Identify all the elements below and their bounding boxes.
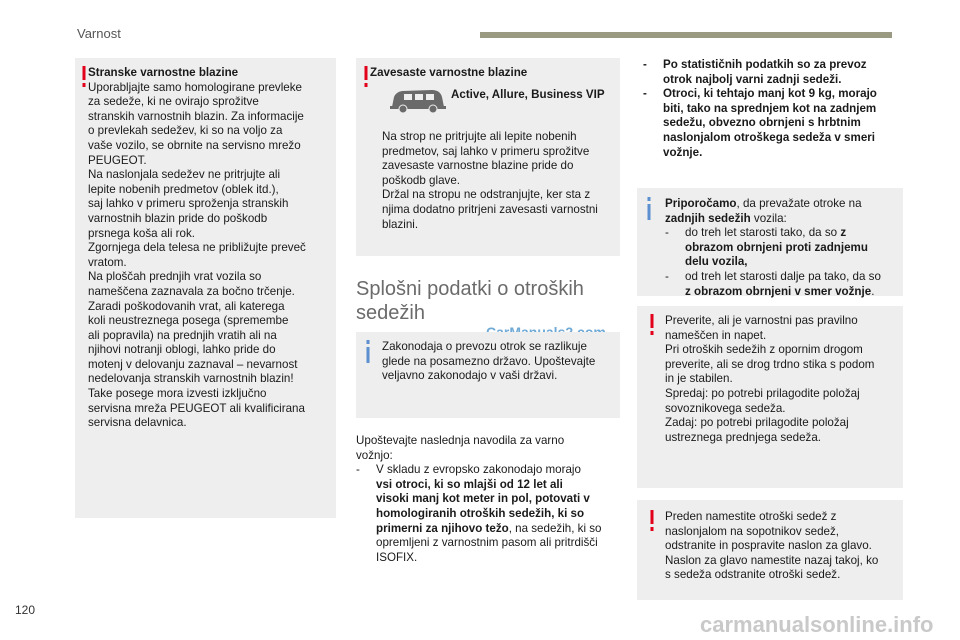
- list-item: - od treh let starosti dalje pa tako, da so z obrazom obrnjeni v smer vožnje.: [665, 269, 881, 298]
- header-bar: [480, 32, 892, 38]
- text-line: s sedeža odstranite otroški sedež.: [665, 568, 841, 582]
- text-line: PEUGEOT.: [88, 153, 147, 167]
- text-line: varnostnih blazin pride do poškodb: [88, 211, 268, 225]
- text-line: njima dodatno pritrjeni zavesasti varnostni: [382, 202, 598, 216]
- text-line: predmetov, saj lahko v primeru sprožitve: [382, 144, 590, 158]
- list-item: - V skladu z evropsko zakonodajo morajo vsi otroci, ki so mlajši od 12 let ali visoki manj kot meter in pol, potovati v homologiranih otroških sedežih, ki so primerni za njihovo težo, na sedežih, ki so opremljeni z varnostnim pasom ali pritrdišči ISOFIX.: [356, 463, 602, 564]
- text-line: veljavno zakonodajo v vaši državi.: [382, 369, 558, 383]
- info-icon: [645, 197, 653, 221]
- warning-icon: [648, 314, 656, 336]
- text-line: ustreznega prednjega sedeža.: [665, 430, 821, 444]
- side-airbags-title: Stranske varnostne blazine: [88, 66, 239, 79]
- statistics-list: [643, 58, 895, 160]
- warning-icon: [648, 510, 656, 532]
- warning-icon: [80, 66, 88, 88]
- text-line: ali popravila) na prednjih vratih ali na: [88, 328, 277, 342]
- text-line: servisna delavnica.: [88, 416, 187, 430]
- text-line: Naslon za glavo namestite nazaj takoj, ko: [665, 553, 879, 567]
- text-line: Pri otroških sedežih z opornim drogom: [665, 343, 863, 357]
- text-line: odstranite in pospravite naslon za glavo.: [665, 539, 872, 553]
- text-line: poškodb glave.: [382, 173, 460, 187]
- text-line: Take posege mora izvesti izključno: [88, 387, 267, 401]
- text-line: vaše vozilo, se obrnite na servisno mrežo: [88, 138, 301, 152]
- text-line: sedežu, obvezno obrnjeni s hrbtnim: [663, 116, 861, 130]
- text-line: za sedeže, ki ne ovirajo sprožitve: [88, 95, 259, 109]
- text-line: lepite nobenih predmetov (oblek itd.),: [88, 182, 279, 196]
- text-line: Otroci, ki tehtajo manj kot 9 kg, morajo: [663, 87, 877, 101]
- text-line: Zadaj: po potrebi prilagodite položaj: [665, 416, 849, 430]
- text-line: nameščena zaznavala za bočno trčenje.: [88, 284, 295, 298]
- text-line: Zaradi poškodovanih vrat, ali katerega: [88, 299, 285, 313]
- curtain-airbags-text: [382, 130, 617, 232]
- text-line: glede na posamezno državo. Upoštevajte: [382, 354, 596, 368]
- list-item: - Po statističnih podatkih so za prevoz otrok najbolj varni zadnji sedeži.: [643, 58, 895, 87]
- text-line: Na ploščah prednjih vrat vozila so: [88, 270, 262, 284]
- text-line: Preverite, ali je varnostni pas pravilno: [665, 314, 858, 327]
- car-icon: [388, 87, 446, 115]
- text-line: stranskih varnostnih blazin. Za informacije: [88, 109, 304, 123]
- text-line: zavesaste varnostne blazine pride do: [382, 159, 574, 173]
- text-line: naslonjalom na sopotnikov sedež,: [665, 524, 840, 538]
- text-line: nameščen in napet.: [665, 328, 767, 342]
- section-title: Splošni podatki o otroških sedežih: [356, 278, 584, 324]
- text-line: nedelovanja stranskih varnostnih blazin!: [88, 372, 294, 386]
- text-line: vožnje.: [663, 145, 703, 159]
- text-line: o prevlekah sedežev, ki so na voljo za: [88, 124, 283, 138]
- list-item: - do treh let starosti tako, da so z obrazom obrnjeni proti zadnjemu delu vozila,: [665, 226, 868, 269]
- text-line: blazini.: [382, 217, 419, 231]
- text-line: motenj v delovanju zaznaval – nevarnost: [88, 357, 298, 371]
- text-line: Po statističnih podatkih so za prevoz: [663, 58, 867, 71]
- text-line: servisna mreža PEUGEOT ali kvalificirana: [88, 401, 305, 415]
- text-line: Držal na stropu ne odstranjujte, ker sta z: [382, 188, 591, 202]
- text-line: Zgornjega dela telesa ne približujte preveč: [88, 241, 306, 255]
- text-line: biti, tako na sprednjem kot na zadnjem: [663, 101, 877, 115]
- list-item: - Otroci, ki tehtajo manj kot 9 kg, morajo biti, tako na sprednjem kot na zadnjem sedežu, obvezno obrnjeni s hrbtnim naslonjalom otroškega sedeža v smeri vožnje.: [643, 87, 895, 160]
- info-icon: [364, 340, 372, 364]
- text-line: prsnega koša ali rok.: [88, 226, 195, 240]
- text-line: sovoznikovega sedeža.: [665, 401, 786, 415]
- recommendation-text: Priporočamo, da prevažate otroke na zadnjih sedežih vozila: - do treh let starosti tako, da so z obrazom obrnjeni proti zadnjemu delu vozila, - od treh let starosti dalje pa tako, da so z obrazom obrnjeni v smer vožnje.: [665, 197, 900, 299]
- seatbelt-warning-text: [665, 314, 900, 445]
- warning-icon: [362, 66, 370, 88]
- footer-watermark: carmanualsonline.info: [700, 612, 934, 637]
- text-line: naslonjalom otroškega sedeža v smeri: [663, 130, 875, 144]
- text-line: vratom.: [88, 255, 127, 269]
- text-line: njihovi notranji oblogi, lahko pride do: [88, 343, 276, 357]
- page-number: 120: [15, 603, 36, 617]
- text-line: Na strop ne pritrjujte ali lepite nobenih: [382, 130, 577, 143]
- text-line: otrok najbolj varni zadnji sedeži.: [663, 72, 842, 86]
- text-line: saj lahko v primeru sproženja stranskih: [88, 197, 289, 211]
- text-line: Spredaj: po potrebi prilagodite položaj: [665, 386, 860, 400]
- headrest-warning-text: [665, 510, 900, 583]
- driving-instructions: Upoštevajte naslednja navodila za varno vožnjo: - V skladu z evropsko zakonodajo morajo vsi otroci, ki so mlajši od 12 let ali visoki manj kot meter in pol, potovati v homologiranih otroških sedežih, ki so primerni za njihovo težo, na sedežih, ki so opremljeni z varnostnim pasom ali pritrdišči ISOFIX.: [356, 434, 626, 565]
- text-line: Zakonodaja o prevozu otrok se razlikuje: [382, 340, 587, 353]
- side-airbags-text: [88, 66, 333, 431]
- curtain-airbags-title: Zavesaste varnostne blazine: [370, 66, 528, 79]
- section-header: Varnost: [77, 26, 121, 41]
- text-line: Uporabljajte samo homologirane prevleke: [88, 80, 302, 94]
- text-line: Preden namestite otroški sedež z: [665, 510, 837, 523]
- legislation-text: [382, 340, 617, 384]
- text-line: in je stabilen.: [665, 372, 733, 386]
- text-line: Na naslonjala sedežev ne pritrjujte ali: [88, 168, 281, 182]
- versions-label: Active, Allure, Business VIP: [451, 88, 605, 101]
- text-line: koli neustreznega posega (spremembe: [88, 314, 289, 328]
- text-line: preverite, ali se drog trdno stika s podom: [665, 357, 875, 371]
